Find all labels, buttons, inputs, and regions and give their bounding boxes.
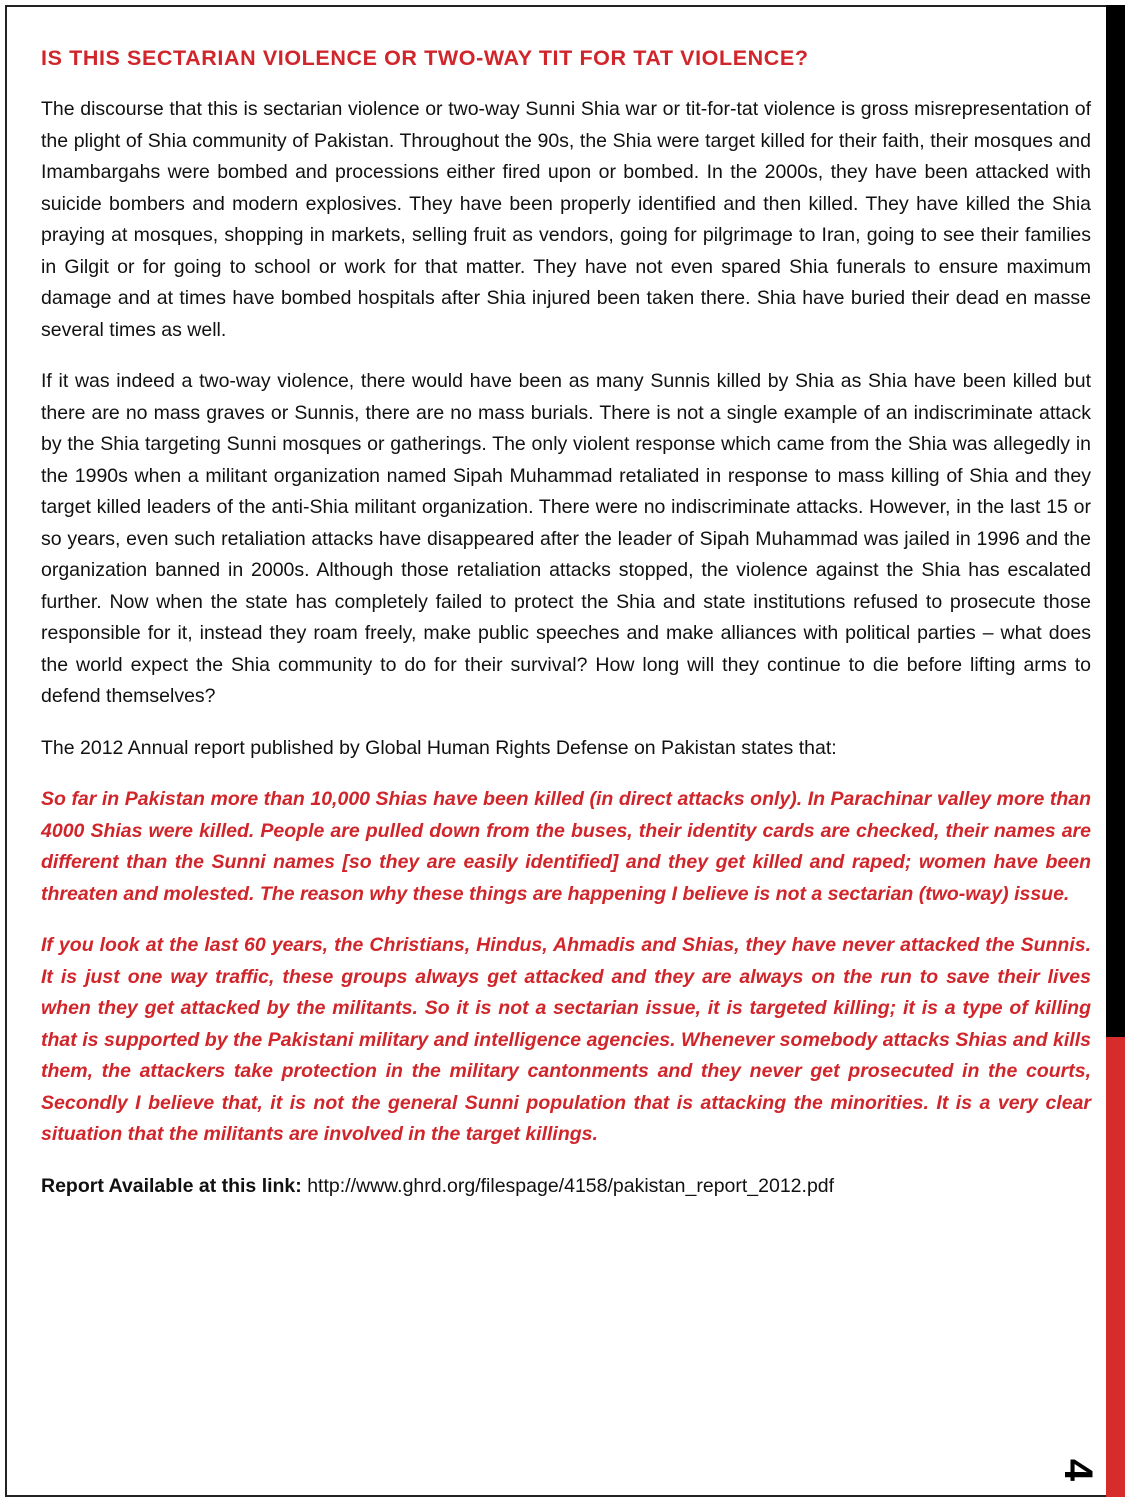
body-paragraph-report-intro: The 2012 Annual report published by Global Human Rights Defense on Pakistan states that: [41, 736, 837, 759]
page-number: 4 [1056, 1458, 1100, 1482]
section-heading: IS THIS SECTARIAN VIOLENCE OR TWO-WAY TIT FOR TAT VIOLENCE? [41, 46, 809, 70]
body-paragraph: If it was indeed a two-way violence, there would have been as many Sunnis killed by Shia as Shia have been killed but there are no mass graves or Sunnis, there are no mass burials. There is not a single example of an indiscriminate attack by the Shia targeting Sunni mosques or gatherings. The only violent response which came from the Shia was allegedly in the 1990s when a militant organization named Sipah Muhammad retaliated in response to mass killing of Shia and they target killed leaders of the anti-Shia militant organization. There were no indiscriminate attacks. However, in the last 15 or so years, even such retaliation attacks have disappeared after the leader of Sipah Muhammad was jailed in 1996 and the organization banned in 2000s. Although those retaliation attacks stopped, the violence against the Shia has escalated further. Now when the state has completely failed to protect the Shia and state institutions refused to prosecute those responsible for it, instead they roam freely, make public speeches and make alliances with political parties – what does the world expect the Shia community to do for their survival? How long will they continue to die before lifting arms to defend themselves? [41, 370, 1091, 707]
report-link-line [41, 1171, 1091, 1203]
sidebar-black-strip [1106, 5, 1125, 1037]
report-link-label: Report Available at this link: [41, 1174, 302, 1197]
report-quote: So far in Pakistan more than 10,000 Shias have been killed (in direct attacks only). In Parachinar valley more than 4000 Shias were killed. People are pulled down from the buses, their identity cards are checked, their names are different than the Sunni names [so they are easily identified] and they get killed and raped; women have been threaten and molested. The reason why these things are happening I believe is not a sectarian (two-way) issue. [41, 788, 1091, 905]
body-paragraph: The discourse that this is sectarian violence or two-way Sunni Shia war or tit-for-tat violence is gross misrepresentation of the plight of Shia community of Pakistan. Throughout the 90s, the Shia were target killed for their faith, their mosques and Imambargahs were bombed and processions either fired upon or bombed. In the 2000s, they have been attacked with suicide bombers and modern explosives. They have been properly identified and then killed. They have killed the Shia praying at mosques, shopping in markets, selling fruit as vendors, going for pilgrimage to Iran, going to see their families in Gilgit or for going to school or work for that matter. They have not even spared Shia funerals to ensure maximum damage and at times have bombed hospitals after Shia injured been taken there. Shia have buried their dead en masse several times as well. [41, 98, 1091, 341]
document-content [41, 44, 1091, 1202]
report-link-url[interactable]: http://www.ghrd.org/filespage/4158/pakistan_report_2012.pdf [307, 1174, 835, 1197]
report-quote: If you look at the last 60 years, the Christians, Hindus, Ahmadis and Shias, they have never attacked the Sunnis. It is just one way traffic, these groups always get attacked and they are always on the run to save their lives when they get attacked by the militants. So it is not a sectarian issue, it is targeted killing; it is a type of killing that is supported by the Pakistani military and intelligence agencies. Whenever somebody attacks Shias and kills them, the attackers take protection in the military cantonments and they never get prosecuted in the courts, Secondly I believe that, it is not the general Sunni population that is attacking the minorities. It is a very clear situation that the militants are involved in the target killings. [41, 934, 1091, 1145]
sidebar-red-strip [1106, 1037, 1125, 1497]
